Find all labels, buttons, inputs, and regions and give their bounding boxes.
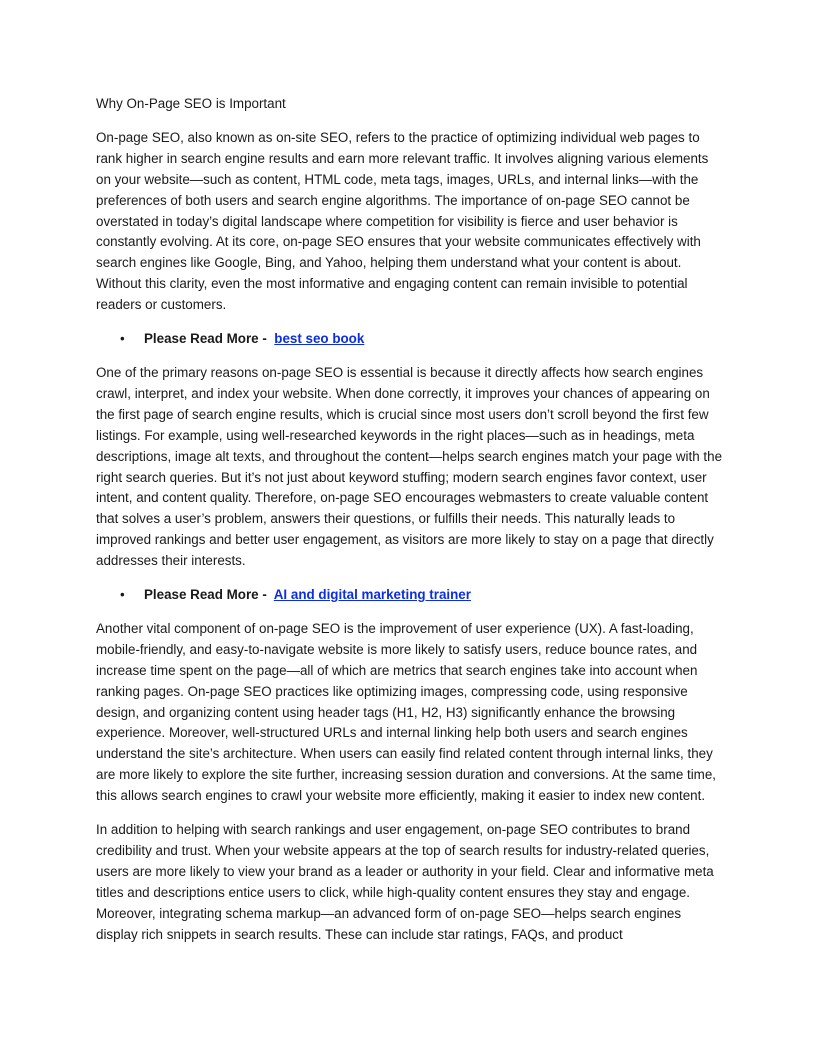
paragraph-indexing: One of the primary reasons on-page SEO is essential is because it directly affects how search engines crawl, interpret, and index your website. When done correctly, it improves your chances of appearing on the first page of search engine results, which is crucial since most users don’t scroll beyond the first few listings. For example, using well-researched keywords in the right places—such as in headings, meta descriptions, image alt texts, and throughout the content—helps search engines match your page with the right search queries. But it’s not just about keyword stuffing; modern search engines favor context, user intent, and content quality. Therefore, on-page SEO encourages webmasters to create valuable content that solves a user’s problem, answers their questions, or fulfills their needs. This naturally leads to improved rankings and better user engagement, as visitors are more likely to stay on a page that directly addresses their interests.: [96, 364, 723, 569]
bullet-icon: •: [120, 331, 125, 347]
paragraph-credibility: In addition to helping with search rankings and user engagement, on-page SEO contributes to brand credibility and trust. When your website appears at the top of search results for industry-related queries, users are more likely to view your brand as a leader or authority in your field. Clear and informative meta titles and descriptions entice users to click, while high-quality content ensures they stay and engage. Moreover, integrating schema markup—an advanced form of on-page SEO—helps search engines display rich snippets in search results. These can include star ratings, FAQs, and product: [96, 822, 714, 942]
read-more-item: [96, 329, 722, 350]
bullet-icon: •: [120, 587, 125, 603]
read-more-label: Please Read More -: [144, 587, 267, 603]
best-seo-book-link[interactable]: best seo book: [274, 331, 365, 347]
read-more-label: Please Read More -: [144, 331, 267, 347]
document-page: [96, 94, 722, 959]
read-more-list-1: [96, 329, 722, 350]
paragraph-user-experience: Another vital component of on-page SEO is the improvement of user experience (UX). A fast-loading, mobile-friendly, and easy-to-navigate website is more likely to satisfy users, reduce bounce rates, and increase time spent on the page—all of which are metrics that search engines take into account when ranking pages. On-page SEO practices like optimizing images, compressing code, using responsive design, and organizing content using header tags (H1, H2, H3) significantly enhance the browsing experience. Moreover, well-structured URLs and internal linking help both users and search engines understand the site’s architecture. When users can easily find related content through internal links, they are more likely to explore the site further, increasing session duration and conversions. At the same time, this allows search engines to crawl your website more efficiently, making it easier to index new content.: [96, 620, 717, 804]
paragraph-intro: On-page SEO, also known as on-site SEO, refers to the practice of optimizing individual web pages to rank higher in search engine results and earn more relevant traffic. It involves aligning various elements on your website—such as content, HTML code, meta tags, images, URLs, and internal links—with the preferences of both users and search engine algorithms. The importance of on-page SEO cannot be overstated in today’s digital landscape where competition for visibility is fierce and user behavior is constantly evolving. At its core, on-page SEO ensures that your website communicates effectively with search engines like Google, Bing, and Yahoo, helping them understand what your content is about. Without this clarity, even the most informative and engaging content can remain invisible to potential readers or customers.: [96, 129, 709, 313]
document-title: Why On-Page SEO is Important: [96, 96, 286, 111]
read-more-item: [96, 585, 722, 606]
ai-digital-marketing-trainer-link[interactable]: AI and digital marketing trainer: [273, 587, 471, 603]
read-more-list-2: [96, 585, 722, 606]
